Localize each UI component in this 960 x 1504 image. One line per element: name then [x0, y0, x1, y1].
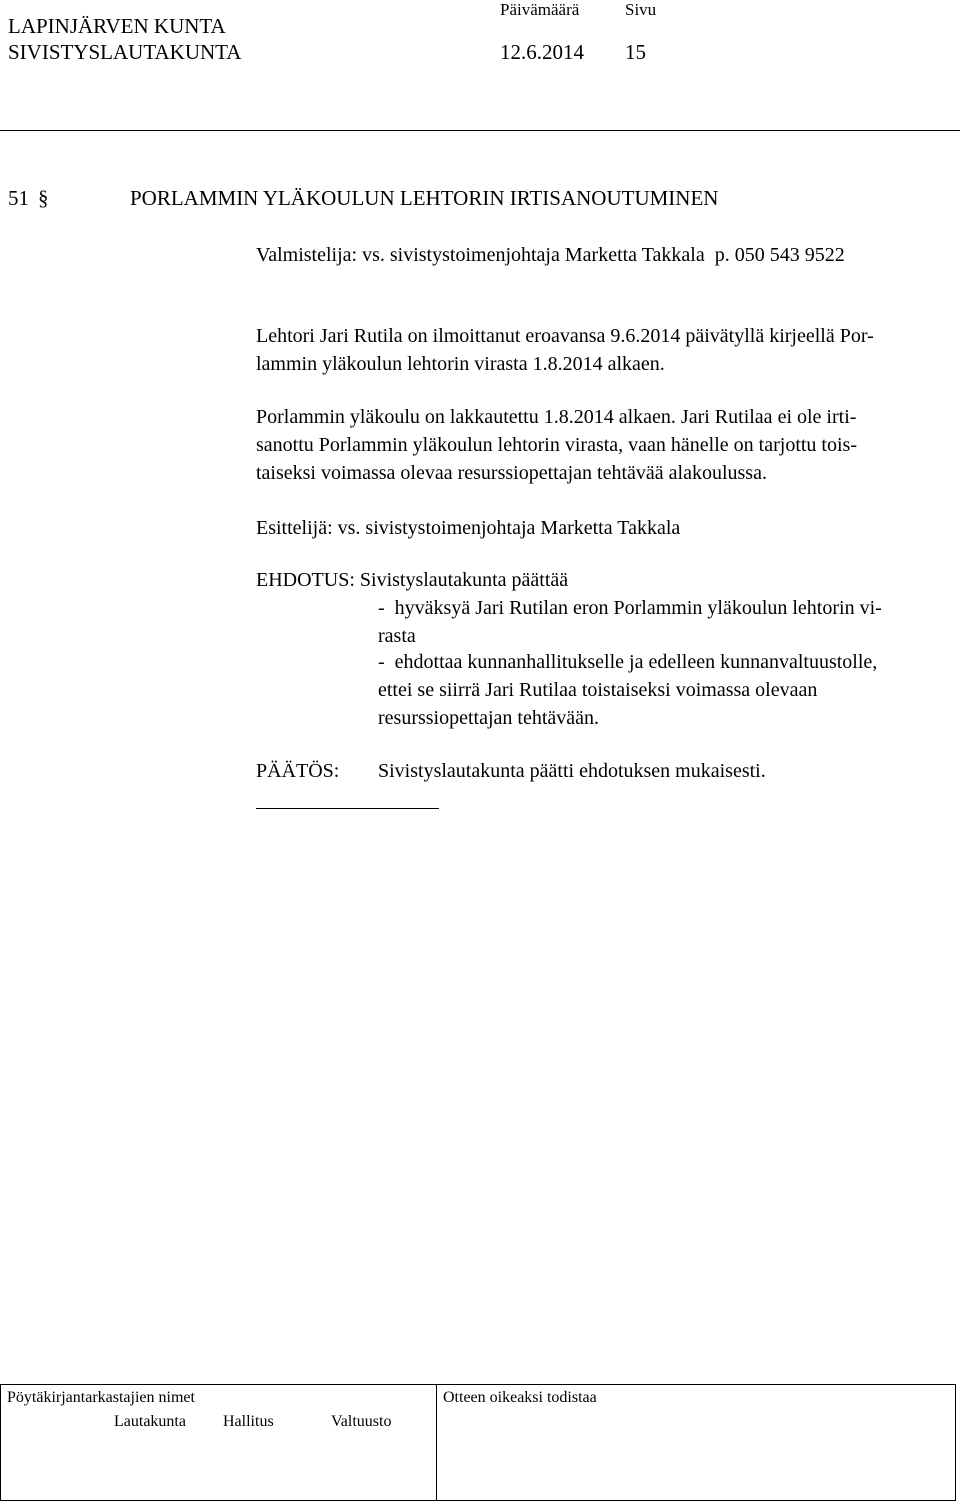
page-label: Sivu: [625, 0, 657, 19]
proposal-heading: EHDOTUS: Sivistyslautakunta päättää: [256, 569, 569, 591]
decision-label: PÄÄTÖS:: [256, 760, 340, 782]
page-number: 15: [625, 40, 646, 64]
body-board-label: Hallitus: [223, 1413, 274, 1430]
item-title: PORLAMMIN YLÄKOULUN LEHTORIN IRTISANOUTUMINEN: [130, 186, 719, 210]
proposal-line-3: - ehdottaa kunnanhallitukselle ja edelleen kunnanvaltuustolle,: [378, 651, 878, 673]
certified-copy-label: Otteen oikeaksi todistaa: [443, 1389, 597, 1406]
preparer-line: Valmistelija: vs. sivistystoimenjohtaja Marketta Takkala p. 050 543 9522: [256, 244, 845, 266]
paragraph-2-line-2: sanottu Porlammin yläkoulun lehtorin virasta, vaan hänelle on tarjottu tois-: [256, 434, 857, 456]
paragraph-1-line-2: lammin yläkoulun lehtorin virasta 1.8.2014 alkaen.: [256, 353, 665, 375]
header-divider: [0, 130, 960, 131]
proposal-line-2: rasta: [378, 625, 416, 647]
body-council-label: Valtuusto: [331, 1413, 392, 1430]
item-number: 51: [8, 186, 29, 210]
proposal-line-4: ettei se siirrä Jari Rutilaa toistaiseksi voimassa olevaan: [378, 679, 818, 701]
body-committee-label: Lautakunta: [114, 1413, 186, 1430]
minutes-checkers-label: Pöytäkirjantarkastajien nimet: [7, 1389, 195, 1406]
signature-line: [256, 808, 439, 809]
paragraph-2-line-3: taiseksi voimassa olevaa resurssiopettajan tehtävää alakoulussa.: [256, 462, 767, 484]
paragraph-2-line-1: Porlammin yläkoulu on lakkautettu 1.8.2014 alkaen. Jari Rutilaa ei ole irti-: [256, 406, 857, 428]
paragraph-1-line-1: Lehtori Jari Rutila on ilmoittanut eroavansa 9.6.2014 päivätyllä kirjeellä Por-: [256, 325, 874, 347]
proposal-line-5: resurssiopettajan tehtävään.: [378, 707, 600, 729]
date-label: Päivämäärä: [500, 0, 580, 19]
organization-name: LAPINJÄRVEN KUNTA: [8, 14, 226, 38]
decision-text: Sivistyslautakunta päätti ehdotuksen mukaisesti.: [378, 760, 766, 782]
board-name: SIVISTYSLAUTAKUNTA: [8, 40, 242, 64]
footer-box: [0, 1384, 956, 1501]
meeting-date: 12.6.2014: [500, 40, 584, 64]
section-sign: §: [38, 186, 49, 210]
footer-divider: [436, 1385, 437, 1500]
presenter-line: Esittelijä: vs. sivistystoimenjohtaja Marketta Takkala: [256, 517, 681, 539]
proposal-line-1: - hyväksyä Jari Rutilan eron Porlammin yläkoulun lehtorin vi-: [378, 597, 882, 619]
